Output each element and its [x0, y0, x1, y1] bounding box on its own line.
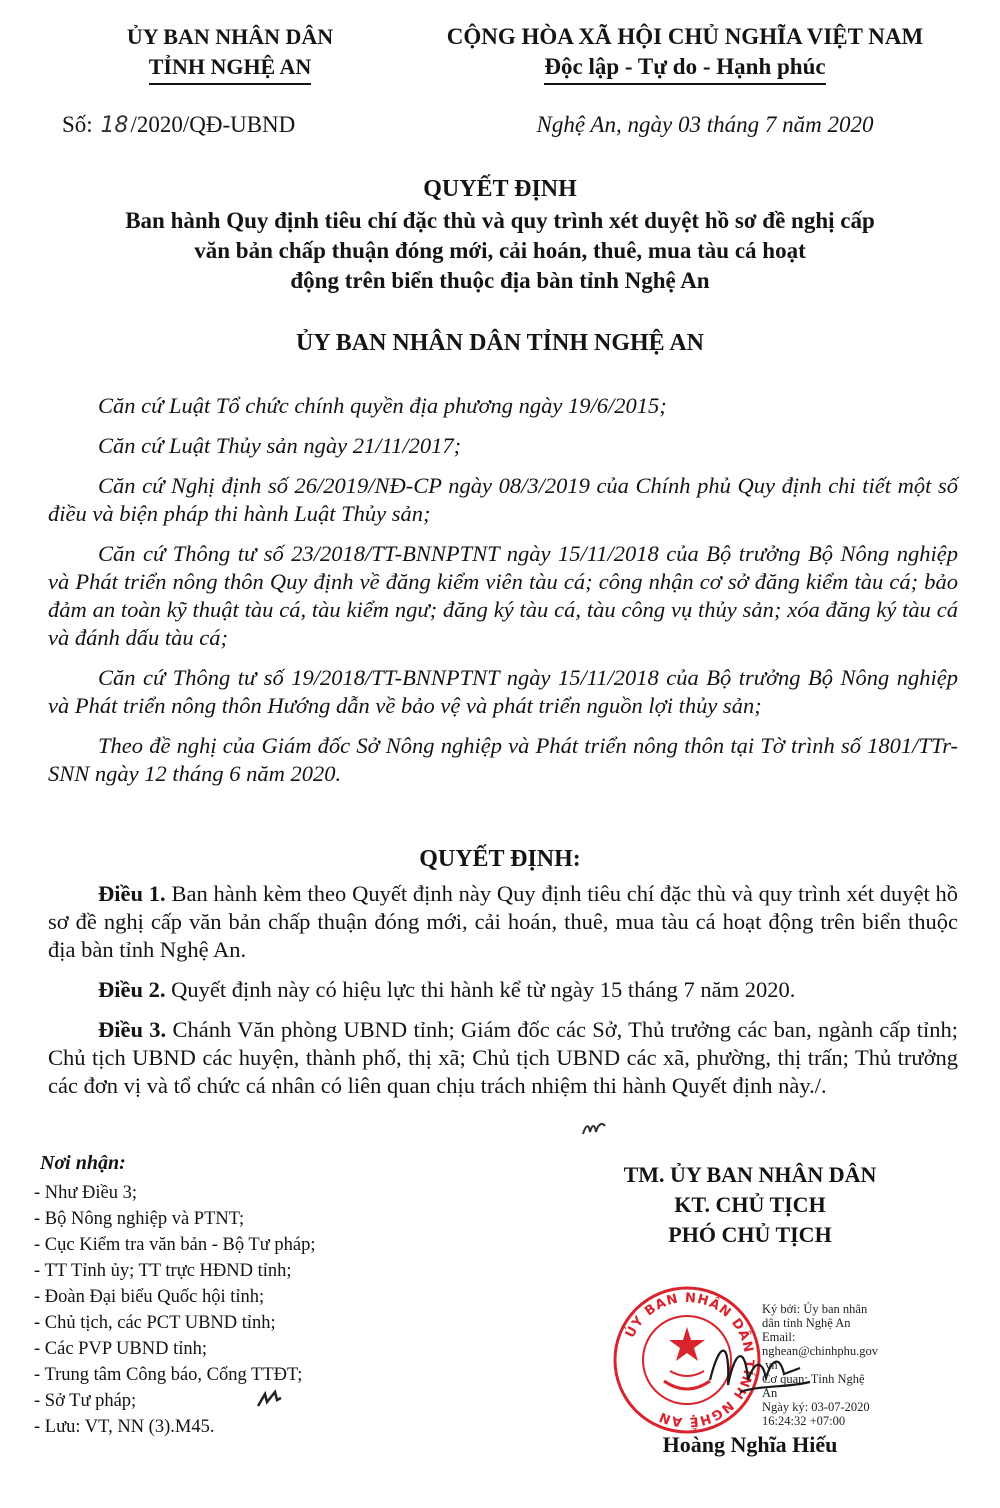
document-date-suffix: tháng 7 năm 2020	[706, 112, 874, 137]
list-item: - Bộ Nông nghiệp và PTNT;	[34, 1209, 245, 1229]
national-motto: Độc lập - Tự do - Hạnh phúc	[544, 52, 825, 85]
signature-title-line3: PHÓ CHỦ TỊCH	[668, 1222, 832, 1247]
list-item: - Đoàn Đại biểu Quốc hội tỉnh;	[34, 1287, 265, 1307]
article-text: Quyết định này có hiệu lực thi hành kể từ ngày 15 tháng 7 năm 2020.	[171, 977, 796, 1002]
digital-signature-line: Email:	[762, 1330, 796, 1344]
list-item: - Cục Kiểm tra văn bản - Bộ Tư pháp;	[34, 1235, 316, 1255]
basis-item: Căn cứ Nghị định số 26/2019/NĐ-CP ngày 08/3/2019 của Chính phủ Quy định chi tiết một số điều và biện pháp thi hành Luật Thủy sản;	[48, 473, 958, 526]
basis-item: Căn cứ Thông tư số 23/2018/TT-BNNPTNT ngày 15/11/2018 của Bộ trưởng Bộ Nông nghiệp và Phát triển nông thôn Quy định về đăng kiểm viên tàu cá; công nhận cơ sở đăng kiểm tàu cá; bảo đảm an toàn kỹ thuật tàu cá, tàu kiểm ngư; đăng ký tàu cá, tàu công vụ thủy sản; xóa đăng ký tàu cá và đánh dấu tàu cá;	[48, 541, 958, 650]
decision-authority: ỦY BAN NHÂN DÂN TỈNH NGHỆ AN	[295, 330, 705, 356]
document-date-day: 03	[677, 112, 701, 137]
article-text: Chánh Văn phòng UBND tỉnh; Giám đốc các Sở, Thủ trưởng các ban, ngành cấp tỉnh; Chủ tịch UBND các huyện, thành phố, thị xã; Chủ tịch UBND các xã, phường, thị trấn; Thủ trưởng các đơn vị và tổ chức cá nhân có liên quan chịu trách nhiệm thi hành Quyết định này./.	[48, 1017, 959, 1098]
digital-signature-line: Cơ quan: Tỉnh Nghệ	[762, 1372, 865, 1386]
signature-title-line1: TM. ỦY BAN NHÂN DÂN	[623, 1162, 877, 1187]
list-item: - Sở Tư pháp;	[34, 1391, 137, 1411]
digital-signature-line: Ký bởi: Ủy ban nhân	[762, 1302, 868, 1316]
article-1	[48, 880, 958, 964]
issuing-authority	[40, 22, 420, 85]
article-label: Điều 3.	[98, 1017, 167, 1042]
signature-title-line2: KT. CHỦ TỊCH	[674, 1192, 826, 1217]
subtitle-line3: động trên biển thuộc địa bàn tỉnh Nghệ An	[290, 268, 710, 293]
issuing-authority-line2: TỈNH NGHỆ AN	[149, 52, 312, 85]
decision-heading: QUYẾT ĐỊNH:	[419, 846, 581, 872]
basis-item: Theo đề nghị của Giám đốc Sở Nông nghiệp và Phát triển nông thôn tại Tờ trình số 1801/TTr-SNN ngày 12 tháng 6 năm 2020.	[48, 733, 958, 786]
document-number-suffix: /2020/QĐ-UBND	[130, 112, 296, 137]
document-number	[62, 112, 295, 138]
document-number-prefix: Số:	[62, 112, 93, 137]
signer-name: Hoàng Nghĩa Hiếu	[662, 1432, 838, 1457]
articles	[48, 880, 958, 1112]
national-header	[400, 22, 970, 85]
list-item: - Các PVP UBND tỉnh;	[34, 1339, 208, 1359]
subtitle-line1: Ban hành Quy định tiêu chí đặc thù và quy trình xét duyệt hồ sơ đề nghị cấp	[125, 208, 875, 233]
document-number-handwritten: 18	[100, 113, 129, 138]
issuing-authority-line1: ỦY BAN NHÂN DÂN	[126, 24, 334, 49]
digital-signature-line: dân tỉnh Nghệ An	[762, 1316, 851, 1330]
document-date-prefix: Nghệ An, ngày	[536, 112, 673, 137]
document-date	[470, 112, 940, 138]
digital-signature-line: 16:24:32 +07:00	[762, 1414, 846, 1428]
digital-signature-info	[762, 1302, 912, 1428]
list-item: - Như Điều 3;	[34, 1183, 138, 1203]
country-name: CỘNG HÒA XÃ HỘI CHỦ NGHĨA VIỆT NAM	[446, 24, 924, 49]
basis-item: Căn cứ Luật Thủy sản ngày 21/11/2017;	[98, 433, 462, 458]
digital-signature-line: nghean@chinhphu.gov	[762, 1344, 879, 1358]
handwritten-initial-mark	[255, 1388, 283, 1410]
article-label: Điều 2.	[98, 977, 166, 1002]
list-item: - TT Tỉnh ủy; TT trực HĐND tỉnh;	[34, 1261, 292, 1281]
legal-basis	[48, 392, 958, 800]
signature-title	[540, 1160, 960, 1250]
digital-signature-line: An	[762, 1386, 778, 1400]
document-title: QUYẾT ĐỊNH	[423, 176, 577, 202]
list-item: - Chủ tịch, các PCT UBND tỉnh;	[34, 1313, 276, 1333]
list-item: - Trung tâm Công báo, Cổng TTĐT;	[34, 1365, 303, 1385]
article-3	[48, 1016, 958, 1100]
subtitle-line2: văn bản chấp thuận đóng mới, cải hoán, thuê, mua tàu cá hoạt	[194, 238, 806, 263]
basis-item: Căn cứ Luật Tổ chức chính quyền địa phương ngày 19/6/2015;	[98, 393, 667, 418]
list-item: - Lưu: VT, NN (3).M45.	[34, 1417, 215, 1437]
svg-text:ỦY BAN NHÂN DÂN TỈNH NGHỆ AN: ỦY BAN NHÂN DÂN TỈNH NGHỆ AN	[623, 1290, 757, 1430]
article-text: Ban hành kèm theo Quyết định này Quy định tiêu chí đặc thù và quy trình xét duyệt hồ sơ đề nghị cấp văn bản chấp thuận đóng mới, cải hoán, thuê, mua tàu cá hoạt động trên biển thuộc địa bàn tỉnh Nghệ An.	[48, 881, 959, 962]
basis-item: Căn cứ Thông tư số 19/2018/TT-BNNPTNT ngày 15/11/2018 của Bộ trưởng Bộ Nông nghiệp và Phát triển nông thôn Hướng dẫn về bảo vệ và phát triển nguồn lợi thủy sản;	[48, 665, 958, 718]
article-label: Điều 1.	[98, 881, 166, 906]
recipients-title: Nơi nhận:	[40, 1152, 126, 1174]
digital-signature-line: .vn	[762, 1358, 778, 1372]
article-2	[48, 976, 958, 1004]
document-subtitle	[40, 206, 960, 296]
handwritten-initial-mark	[580, 1118, 608, 1142]
digital-signature-line: Ngày ký: 03-07-2020	[762, 1400, 870, 1414]
